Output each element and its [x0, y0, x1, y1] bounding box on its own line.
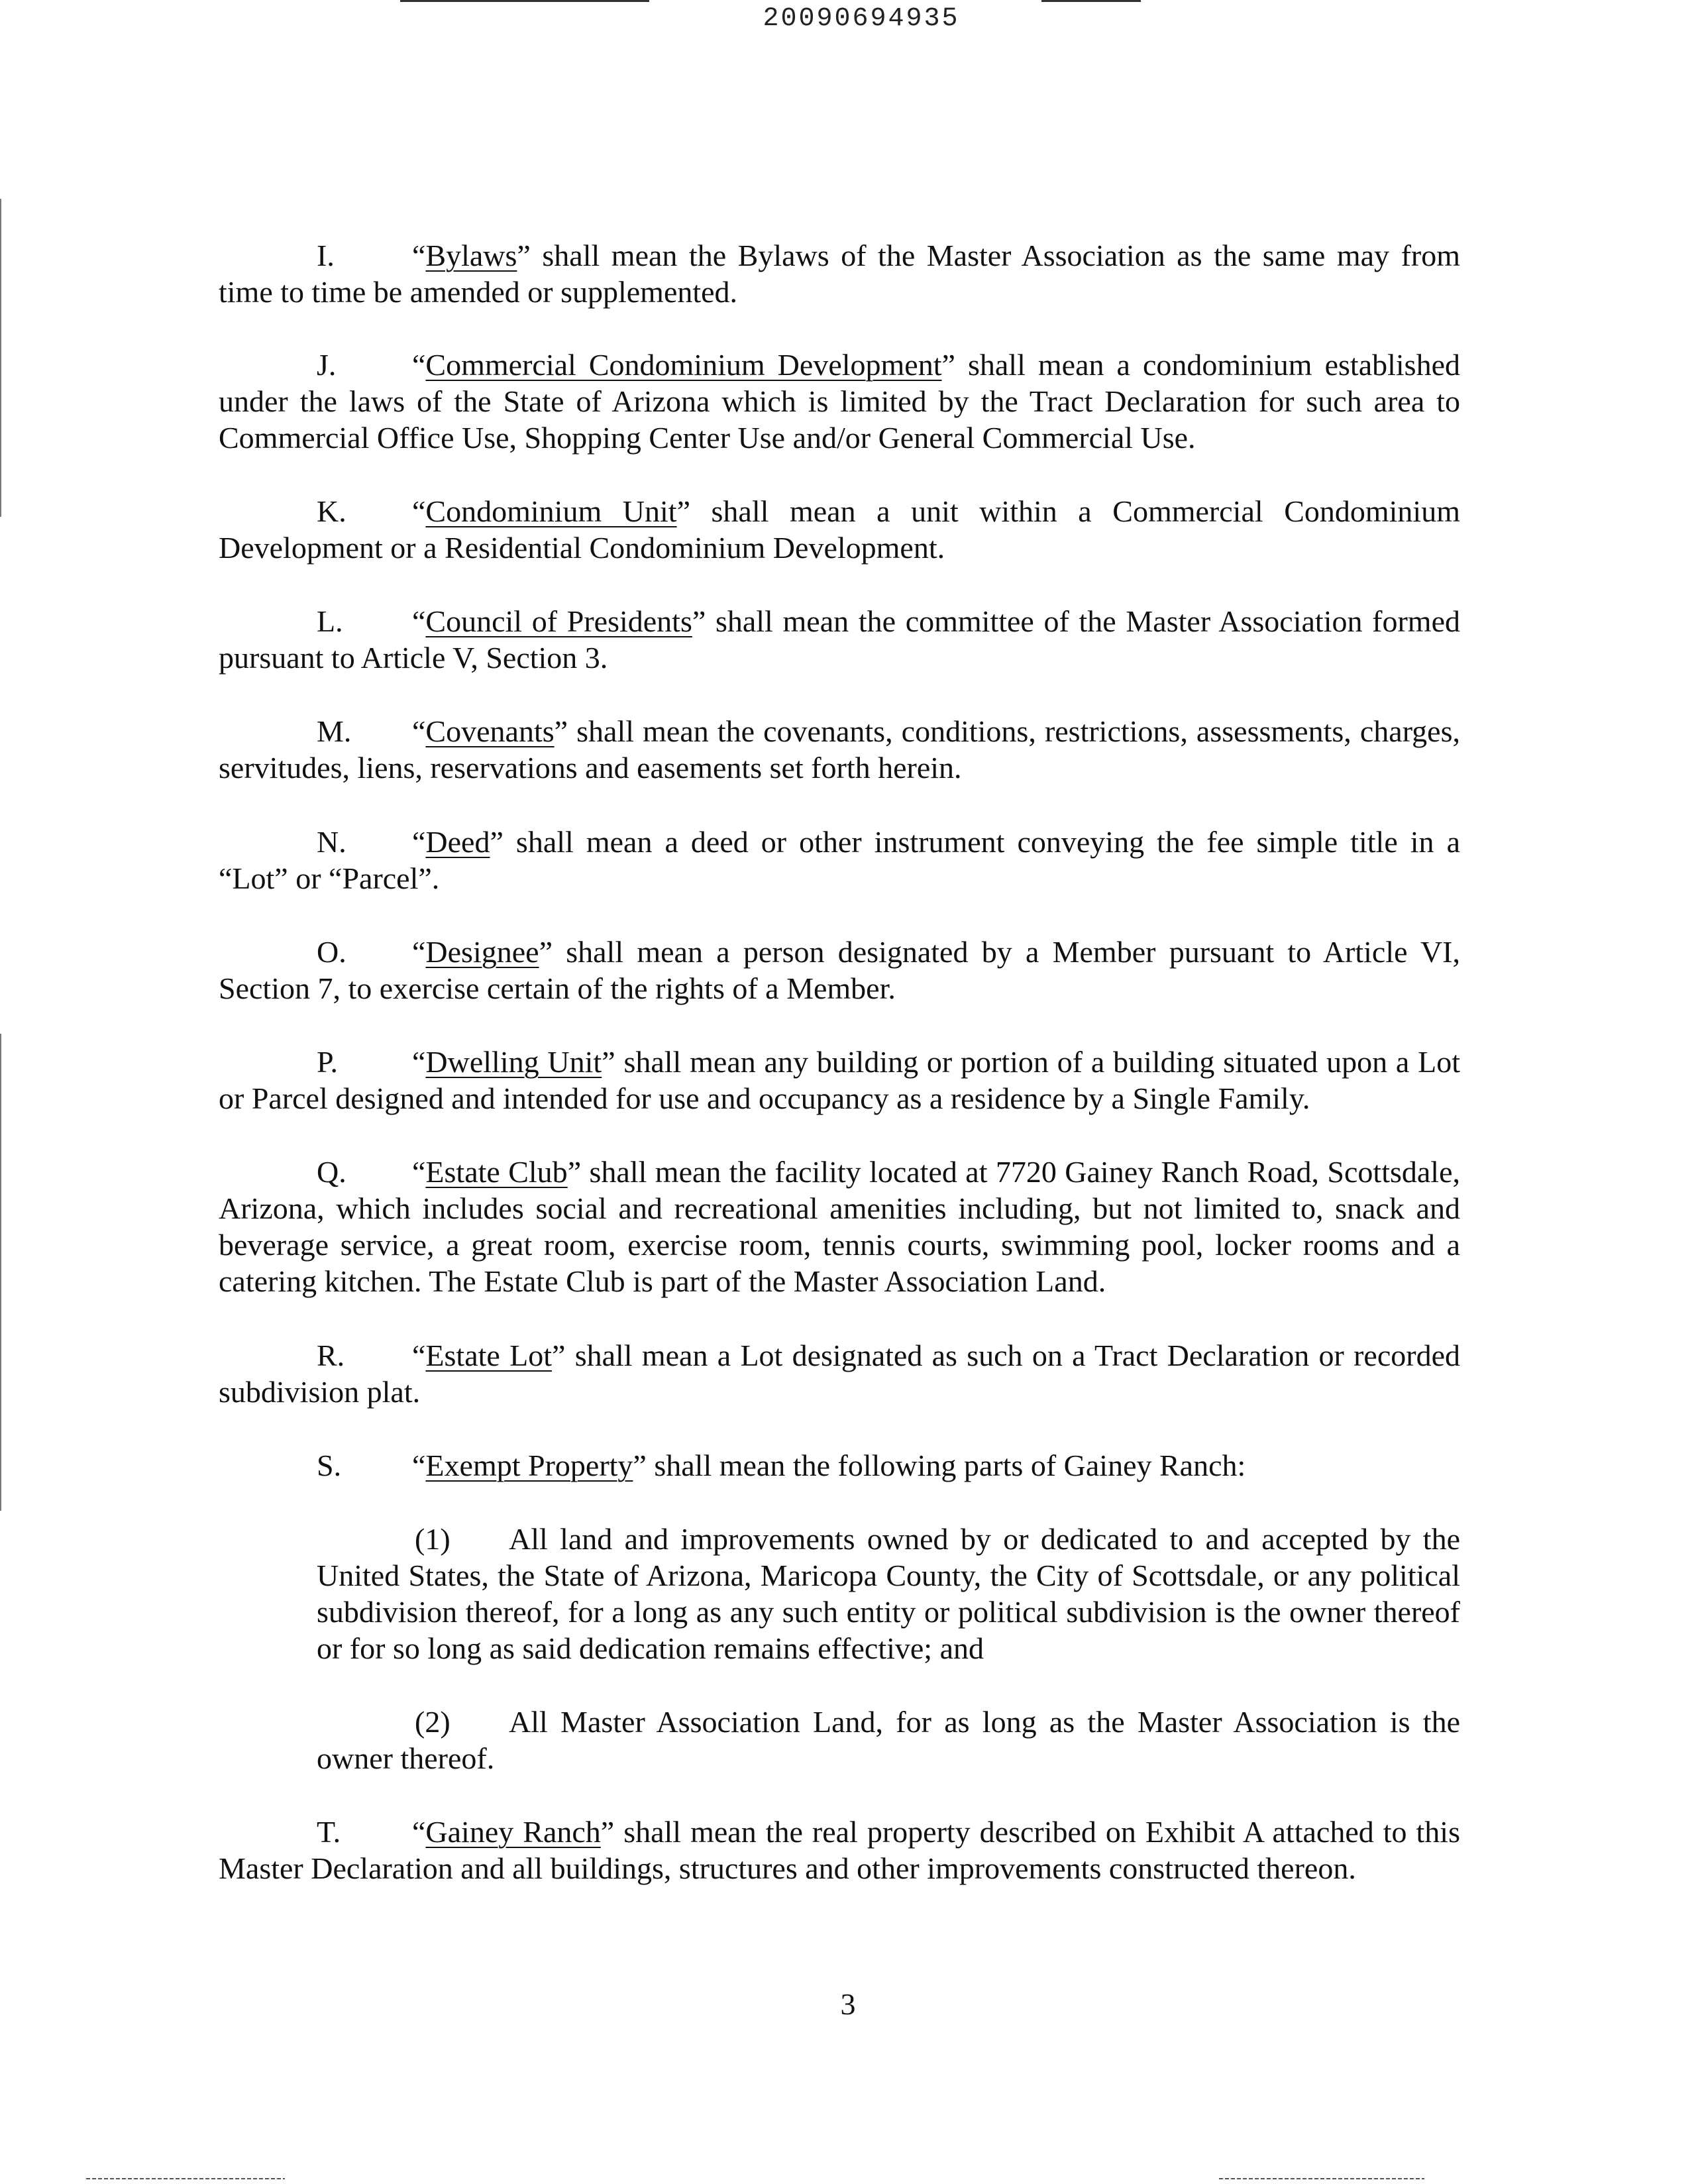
defined-term: Deed: [425, 825, 490, 859]
definition-text: shall mean the covenants, conditions, restrictions, assessments, charges, servitudes, liens, reservations and easements set forth herein.: [219, 714, 1460, 785]
definition-text: shall mean the following parts of Gainey Ranch:: [646, 1448, 1246, 1482]
definition-exempt-property: S. “Exempt Property” shall mean the following parts of Gainey Ranch:: [317, 1448, 1246, 1482]
defined-term: Council of Presidents: [425, 604, 692, 638]
definition-label: K.: [317, 494, 346, 528]
definition-label: P.: [317, 1045, 338, 1079]
document-number: 20090694935: [763, 4, 960, 34]
exempt-item-text: All land and improvements owned by or dedicated to and accepted by the United States, the State of Arizona, Maricopa County, the City of Scottsdale, or any political subdivision thereof, for a long as any such entity or political subdivision is the owner thereof or for so long as said dedication remains effective; and: [317, 1522, 1460, 1665]
exempt-item: [317, 1704, 1460, 1776]
defined-term: Designee: [425, 935, 539, 969]
definition-commercial-condominium-development: J. “Commercial Condominium Development” shall mean a condominium established under the laws of the State of Arizona which is limited by the Tract Declaration for such area to Commercial Office Use, Shopping Center Use and/or General Commercial Use.: [219, 348, 1460, 455]
defined-term: Exempt Property: [425, 1448, 633, 1482]
defined-term: Bylaws: [425, 239, 517, 272]
scan-edge-mark: [0, 199, 1, 517]
definition-text: shall mean the real property described on Exhibit A attached to this Master Declaration and all buildings, structures and other improvements constructed thereon.: [219, 1815, 1460, 1885]
exempt-item: [317, 1521, 1460, 1666]
definition-estate-lot: R. “Estate Lot” shall mean a Lot designated as such on a Tract Declaration or recorded subdivision plat.: [219, 1338, 1460, 1409]
defined-term: Commercial Condominium Development: [425, 348, 942, 382]
definition-label: R.: [317, 1338, 345, 1372]
definition-estate-club: Q. “Estate Club” shall mean the facility located at 7720 Gainey Ranch Road, Scottsdale, Arizona, which includes social and recreational amenities including, but not limited to, snack and beverage service, a great room, exercise room, tennis courts, swimming pool, locker rooms and a catering kitchen. The Estate Club is part of the Master Association Land.: [219, 1155, 1461, 1298]
definition-label: S.: [317, 1448, 342, 1482]
definition-label: J.: [317, 348, 337, 382]
exempt-item-label: (2): [415, 1705, 450, 1739]
definition-text: shall mean a deed or other instrument conveying the fee simple title in a “Lot” or “Parcel”.: [219, 825, 1460, 895]
definition-text: shall mean a unit within a Commercial Condominium Development or a Residential Condominium Development.: [219, 494, 1460, 565]
definition-covenants: M. “Covenants” shall mean the covenants, conditions, restrictions, assessments, charges, servitudes, liens, reservations and easements set forth herein.: [219, 714, 1460, 785]
exempt-item-text: All Master Association Land, for as long as the Master Association is the owner thereof.: [317, 1705, 1460, 1775]
footer-rule-left: [86, 2178, 285, 2179]
definition-designee: O. “Designee” shall mean a person designated by a Member pursuant to Article VI, Section 7, to exercise certain of the rights of a Member.: [219, 935, 1460, 1005]
definition-label: N.: [317, 825, 346, 859]
definition-label: L.: [317, 604, 343, 638]
header-rule-left: [400, 0, 649, 2]
definition-label: Q.: [317, 1155, 346, 1189]
defined-term: Estate Club: [425, 1155, 568, 1189]
header-rule-right: [1041, 0, 1141, 2]
defined-term: Gainey Ranch: [425, 1815, 601, 1849]
definition-label: I.: [317, 239, 335, 272]
definition-label: M.: [317, 714, 352, 748]
definition-condominium-unit: K. “Condominium Unit” shall mean a unit within a Commercial Condominium Development or a Residential Condominium Development.: [219, 494, 1460, 565]
definition-text: shall mean the facility located at 7720 Gainey Ranch Road, Scottsdale, Arizona, which includes social and recreational amenities including, but not limited to, snack and beverage service, a great room, exercise room, tennis courts, swimming pool, locker rooms and a catering kitchen. The Estate Club is part of the Master Association Land.: [219, 1155, 1461, 1298]
definition-text: shall mean any building or portion of a building situated upon a Lot or Parcel designed and intended for use and occupancy as a residence by a Single Family.: [219, 1045, 1460, 1115]
definition-text: shall mean the Bylaws of the Master Association as the same may from time to time be amended or supplemented.: [219, 239, 1460, 309]
footer-rule-right: [1219, 2178, 1424, 2179]
defined-term: Covenants: [425, 714, 555, 748]
definition-label: T.: [317, 1815, 341, 1849]
defined-term: Estate Lot: [425, 1338, 552, 1372]
definition-council-of-presidents: L. “Council of Presidents” shall mean the committee of the Master Association formed pursuant to Article V, Section 3.: [219, 604, 1460, 675]
definition-gainey-ranch: T. “Gainey Ranch” shall mean the real property described on Exhibit A attached to this Master Declaration and all buildings, structures and other improvements constructed thereon.: [219, 1815, 1460, 1885]
scan-edge-mark: [0, 1034, 1, 1511]
definition-dwelling-unit: P. “Dwelling Unit” shall mean any building or portion of a building situated upon a Lot or Parcel designed and intended for use and occupancy as a residence by a Single Family.: [219, 1045, 1460, 1115]
defined-term: Condominium Unit: [425, 494, 677, 528]
definition-deed: N. “Deed” shall mean a deed or other instrument conveying the fee simple title in a “Lot” or “Parcel”.: [219, 825, 1460, 895]
definition-bylaws: I. “Bylaws” shall mean the Bylaws of the Master Association as the same may from time to time be amended or supplemented.: [219, 239, 1460, 309]
definition-text: shall mean a Lot designated as such on a Tract Declaration or recorded subdivision plat.: [219, 1338, 1460, 1409]
definition-text: shall mean a person designated by a Member pursuant to Article VI, Section 7, to exercise certain of the rights of a Member.: [219, 935, 1460, 1005]
exempt-item-label: (1): [415, 1522, 450, 1556]
definition-text: shall mean the committee of the Master Association formed pursuant to Article V, Section 3.: [219, 604, 1460, 675]
definition-label: O.: [317, 935, 346, 969]
definition-text: shall mean a condominium established under the laws of the State of Arizona which is limited by the Tract Declaration for such area to Commercial Office Use, Shopping Center Use and/or General Commercial Use.: [219, 348, 1460, 455]
page-number: 3: [840, 1987, 856, 2021]
defined-term: Dwelling Unit: [425, 1045, 602, 1079]
